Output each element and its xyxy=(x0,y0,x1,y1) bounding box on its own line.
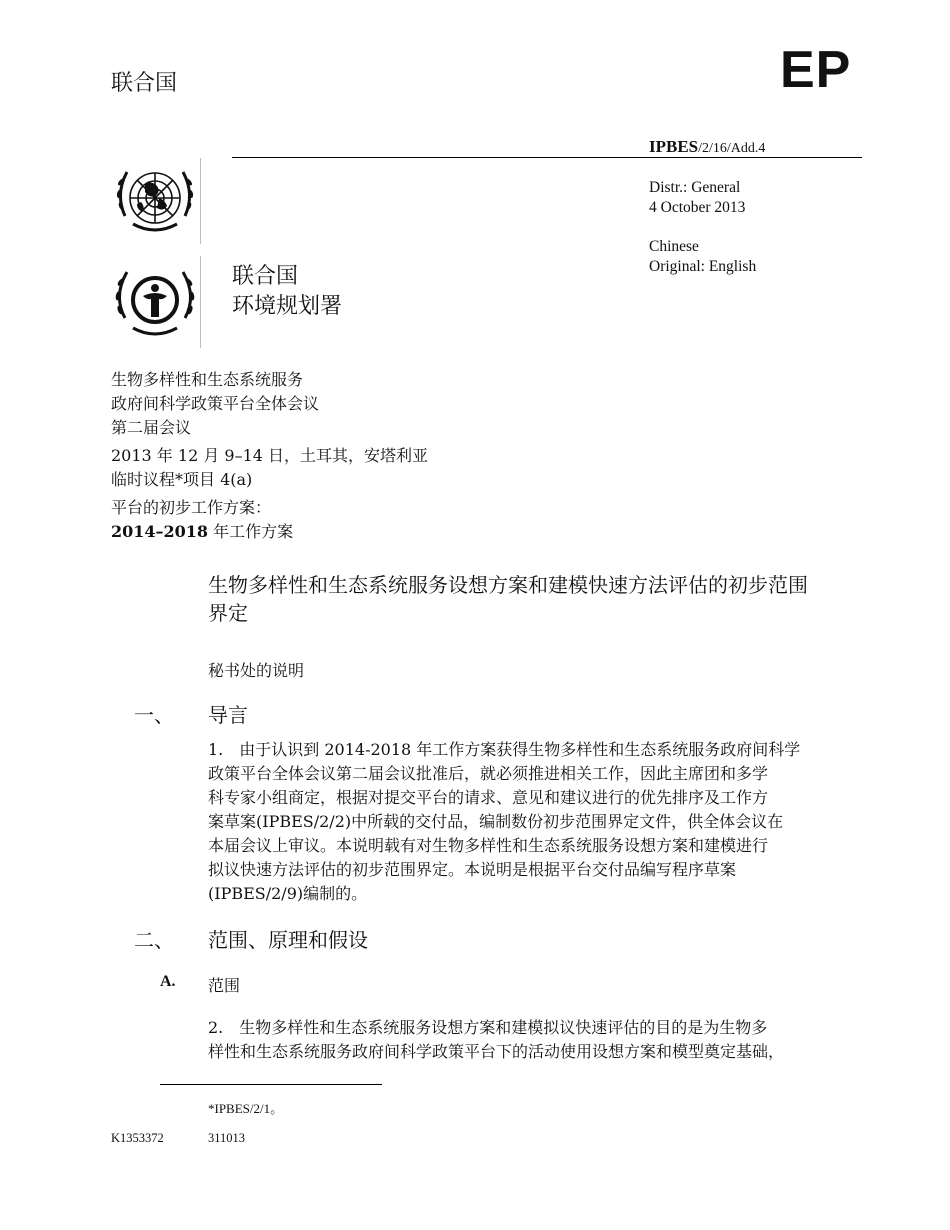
subsection-title: 范围 xyxy=(208,976,241,995)
document-symbol xyxy=(649,137,765,157)
document-title-line1: 生物多样性和生态系统服务设想方案和建模快速方法评估的初步范围 xyxy=(208,573,808,597)
secretariat-note: 秘书处的说明 xyxy=(208,661,305,680)
section-title: 范围、原理和假设 xyxy=(208,928,368,952)
meeting-line: 第二届会议 xyxy=(111,418,192,437)
job-number: K1353372 xyxy=(111,1131,164,1145)
job-date: 311013 xyxy=(208,1131,246,1145)
org-name: 联合国 xyxy=(111,71,178,96)
section-title: 导言 xyxy=(208,703,248,727)
paragraph-line: 2. 生物多样性和生态系统服务设想方案和建模拟议快速评估的目的是为生物多 xyxy=(208,1018,768,1037)
agenda-item: 临时议程*项目 4(a) xyxy=(111,470,253,489)
original-line: Original: English xyxy=(649,258,757,275)
unep-name-line2: 环境规划署 xyxy=(232,294,343,319)
distribution-block xyxy=(649,178,745,218)
agenda-title: 平台的初步工作方案： xyxy=(111,498,272,517)
paragraph-line: 政策平台全体会议第二届会议批准后，就必须推进相关工作，因此主席团和多学 xyxy=(208,764,769,783)
paragraph-2 xyxy=(208,1016,878,1064)
date-line: 4 October 2013 xyxy=(649,199,746,216)
un-emblem-icon xyxy=(111,158,201,244)
ep-logo: EP xyxy=(780,41,852,99)
paragraph-1 xyxy=(208,738,878,906)
paragraph-line: 科专家小组商定，根据对提交平台的请求、意见和建议进行的优先排序及工作方 xyxy=(208,788,769,807)
distr-line: Distr.: General xyxy=(649,179,741,196)
meeting-info xyxy=(111,368,428,544)
agenda-years: 2014–2018 xyxy=(111,522,209,541)
paragraph-line: 样性和生态系统服务政府间科学政策平台下的活动使用设想方案和模型奠定基础， xyxy=(208,1042,785,1061)
language-line: Chinese xyxy=(649,238,699,255)
meeting-line: 生物多样性和生态系统服务 xyxy=(111,370,304,389)
paragraph-line: 1. 由于认识到 2014-2018 年工作方案获得生物多样性和生态系统服务政府间科学 xyxy=(208,740,801,759)
unep-name-line1: 联合国 xyxy=(232,264,299,289)
footnote: *IPBES/2/1。 xyxy=(208,1101,284,1116)
paragraph-line: 拟议快速方法评估的初步范围界定。本说明是根据平台交付品编写程序草案 xyxy=(208,860,737,879)
paragraph-line: 本届会议上审议。本说明载有对生物多样性和生态系统服务设想方案和建模进行 xyxy=(208,836,769,855)
subsection-letter: A. xyxy=(160,973,176,990)
unep-emblem-icon xyxy=(111,256,201,348)
agenda-subtitle-rest: 年工作方案 xyxy=(208,522,294,541)
paragraph-line: (IPBES/2/9)编制的。 xyxy=(208,884,368,903)
paragraph-line: 案草案(IPBES/2/2)中所载的交付品，编制数份初步范围界定文件，供全体会议在 xyxy=(208,812,784,831)
document-title xyxy=(208,571,878,627)
symbol-prefix: IPBES xyxy=(649,137,699,156)
symbol-suffix: /2/16/Add.4 xyxy=(698,141,766,156)
unep-name xyxy=(232,262,342,322)
header-rule xyxy=(232,157,862,158)
meeting-line: 政府间科学政策平台全体会议 xyxy=(111,394,320,413)
section-number: 一、 xyxy=(134,703,174,727)
document-title-line2: 界定 xyxy=(208,601,248,625)
language-block xyxy=(649,237,756,277)
section-number: 二、 xyxy=(134,928,174,952)
meeting-dates: 2013 年 12 月 9–14 日，土耳其，安塔利亚 xyxy=(111,446,429,465)
agenda-subtitle xyxy=(111,520,428,544)
footnote-rule xyxy=(160,1084,382,1085)
